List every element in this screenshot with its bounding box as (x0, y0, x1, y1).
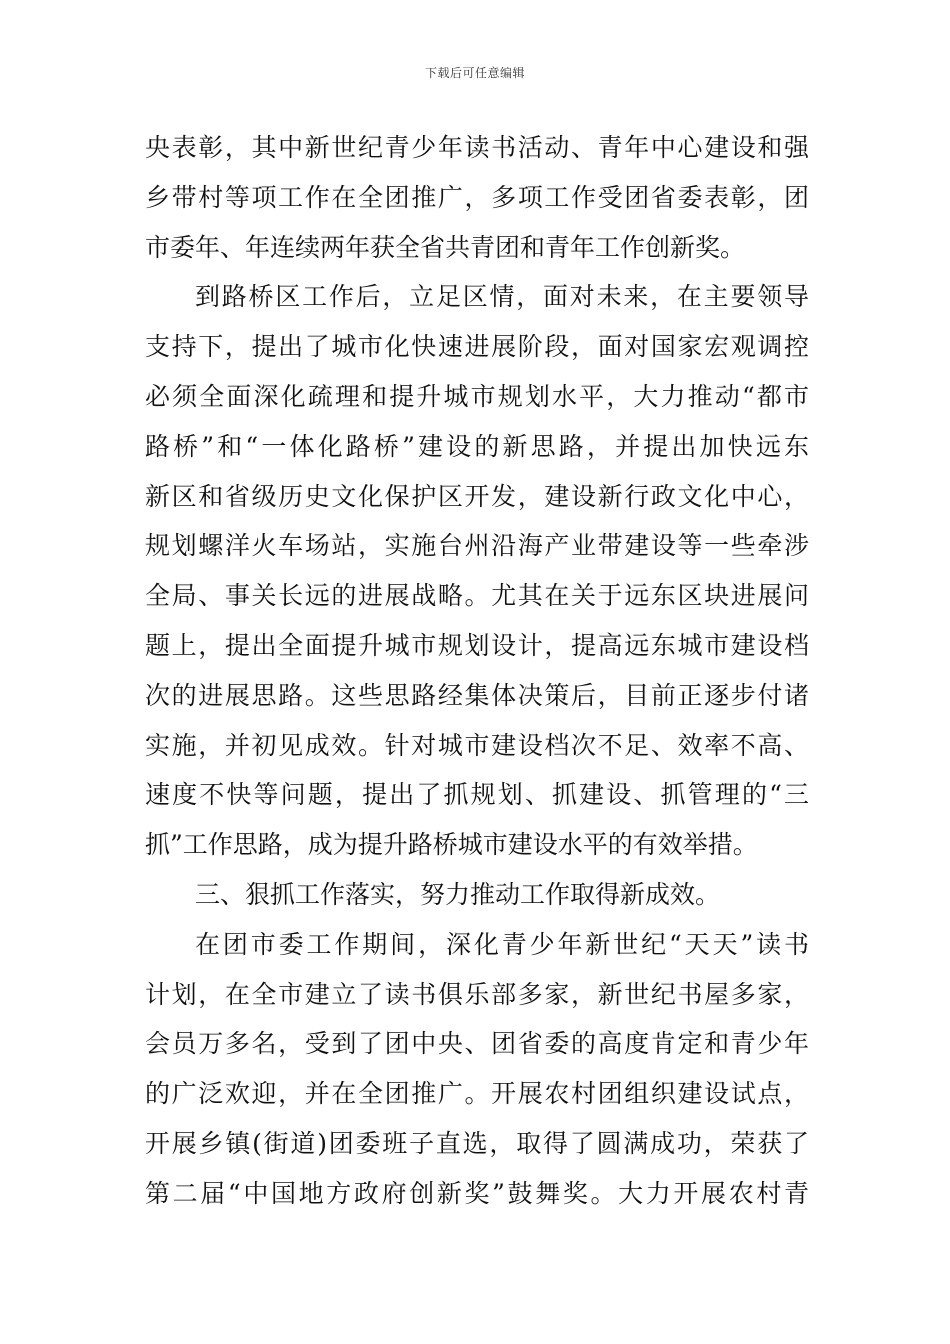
text-line: 支持下，提出了城市化快速进展阶段，面对国家宏观调控 (145, 332, 809, 362)
text-line: 新区和省级历史文化保护区开发，建设新行政文化中心， (145, 481, 809, 511)
text-line: 乡带村等项工作在全团推广，多项工作受团省委表彰，团 (145, 182, 809, 212)
text-line: 市委年、年连续两年获全省共青团和青年工作创新奖。 (145, 232, 746, 262)
text-line: 路桥”和“一体化路桥”建设的新思路，并提出加快远东 (145, 431, 809, 461)
document-body (145, 123, 809, 1219)
text-line: 到路桥区工作后，立足区情，面对未来，在主要领导 (195, 282, 809, 312)
text-line: 必须全面深化疏理和提升城市规划水平，大力推动“都市 (145, 381, 809, 411)
text-line: 次的进展思路。这些思路经集体决策后，目前正逐步付诸 (145, 680, 809, 710)
text-line: 在团市委工作期间，深化青少年新世纪“天天”读书 (195, 929, 809, 959)
text-line: 开展乡镇(街道)团委班子直选，取得了圆满成功，荣获了 (145, 1128, 809, 1158)
text-line: 会员万多名，受到了团中央、团省委的高度肯定和青少年 (145, 1029, 809, 1059)
text-line: 速度不快等问题，提出了抓规划、抓建设、抓管理的“三 (145, 780, 809, 810)
text-line: 实施，并初见成效。针对城市建设档次不足、效率不高、 (145, 730, 809, 760)
text-line: 全局、事关长远的进展战略。尤其在关于远东区块进展问 (145, 581, 809, 611)
page-header-note: 下载后可任意编辑 (424, 66, 525, 80)
text-line: 的广泛欢迎，并在全团推广。开展农村团组织建设试点， (145, 1079, 809, 1109)
text-line: 计划，在全市建立了读书俱乐部多家，新世纪书屋多家， (145, 979, 809, 1009)
text-line: 三、狠抓工作落实，努力推动工作取得新成效。 (195, 879, 721, 909)
text-line: 第二届“中国地方政府创新奖”鼓舞奖。大力开展农村青 (145, 1178, 809, 1208)
text-line: 题上，提出全面提升城市规划设计，提高远东城市建设档 (145, 630, 809, 660)
text-line: 规划螺洋火车场站，实施台州沿海产业带建设等一些牵涉 (145, 531, 809, 561)
text-line: 抓”工作思路，成为提升路桥城市建设水平的有效举措。 (145, 830, 758, 860)
text-line: 央表彰，其中新世纪青少年读书活动、青年中心建设和强 (145, 133, 809, 162)
